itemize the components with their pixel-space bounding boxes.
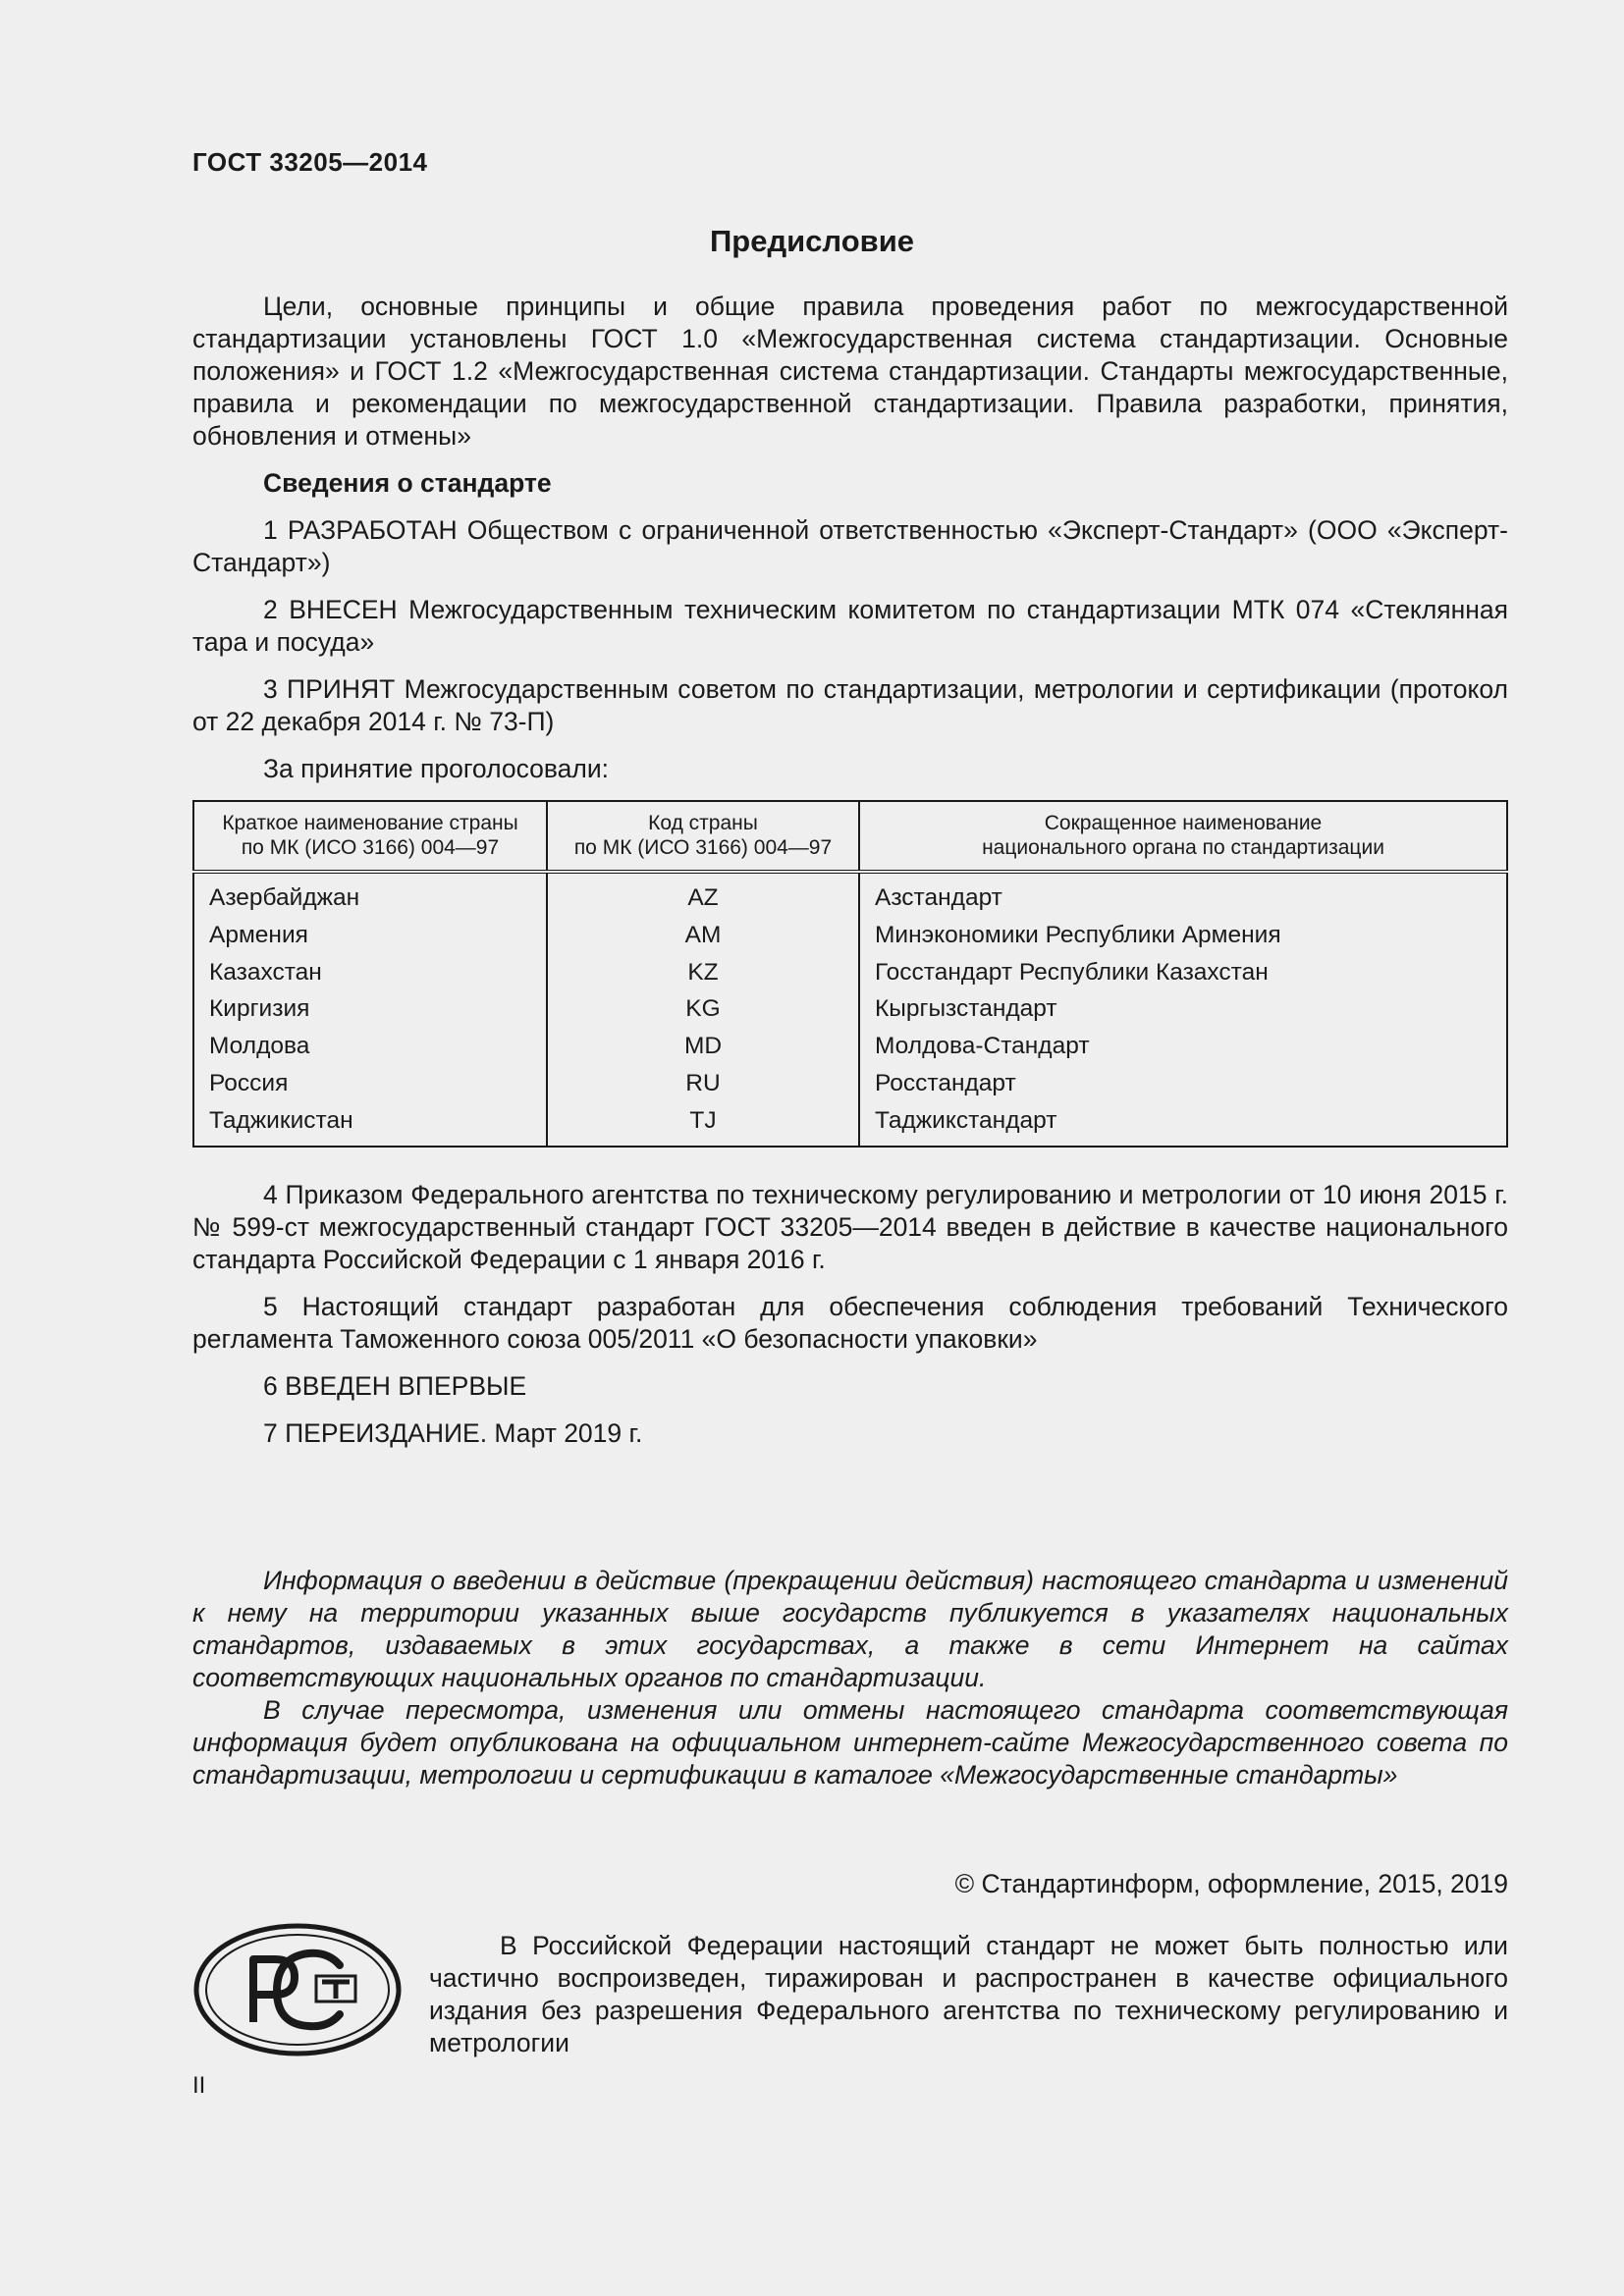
cell-country: Россия	[193, 1065, 547, 1102]
cell-country: Молдова	[193, 1028, 547, 1065]
item-4: 4 Приказом Федерального агентства по техническому регулированию и метрологии от 10 июня 2015 г. № 599-ст межгосударственный стандарт ГОСТ 33205—2014 введен в действие в качестве национального стандарта Российской Федерации с 1 января 2016 г.	[192, 1179, 1508, 1274]
foreword-body	[192, 291, 1508, 1465]
cell-body: Таджикстандарт	[875, 1106, 1057, 1134]
cell-code: TJ	[547, 1102, 859, 1147]
item-5: 5 Настоящий стандарт разработан для обеспечения соблюдения требований Технического регламента Таможенного союза 005/2011 «О безопасности упаковки»	[192, 1291, 1508, 1354]
item-7: 7 ПЕРЕИЗДАНИЕ. Март 2019 г.	[263, 1417, 643, 1448]
table-row	[193, 1102, 1507, 1147]
cell-body: Кыргызстандарт	[875, 995, 1057, 1023]
cell-code: KG	[547, 990, 859, 1028]
item-6: 6 ВВЕДЕН ВПЕРВЫЕ	[263, 1370, 527, 1401]
table-row	[193, 917, 1507, 954]
cell-body: Азстандарт	[875, 884, 1002, 911]
cell-country: Таджикистан	[193, 1102, 547, 1147]
column-header-code: Код страны по МК (ИСО 3166) 004—97	[547, 801, 859, 872]
vote-label: За принятие проголосовали:	[263, 754, 610, 783]
intro-paragraph: Цели, основные принципы и общие правила проведения работ по межгосударственной стандартизации установлены ГОСТ 1.0 «Межгосударственная система стандартизации. Основные положения» и ГОСТ 1.2 «Межгосударственная система стандартизации. Стандарты межгосударственные, правила и рекомендации по межгосударственной стандартизации. Правила разработки, принятия, обновления и отмены»	[192, 292, 1508, 451]
table-header-row	[193, 801, 1507, 872]
table-row	[193, 990, 1507, 1028]
info-heading: Сведения о стандарте	[263, 468, 552, 498]
cell-code: RU	[547, 1065, 859, 1102]
table-row	[193, 954, 1507, 991]
column-header-body: Сокращенное наименование национального органа по стандартизации	[859, 801, 1507, 872]
column-header-country: Краткое наименование страны по МК (ИСО 3166) 004—97	[193, 801, 547, 872]
cell-body: Минэкономики Республики Армения	[875, 921, 1281, 948]
cell-code: AM	[547, 917, 859, 954]
voting-states-table	[192, 800, 1508, 1148]
rights-notice: В Российской Федерации настоящий стандарт не может быть полностью или частично воспроизведен, тиражирован и распространен в качестве официального издания без разрешения Федерального агентства по техническому регулированию и метрологии	[429, 1931, 1508, 2057]
copyright-line: © Стандартинформ, оформление, 2015, 2019	[954, 1869, 1508, 1898]
item-3: 3 ПРИНЯТ Межгосударственным советом по стандартизации, метрологии и сертификации (протокол от 22 декабря 2014 г. № 73-П)	[192, 674, 1508, 736]
item-2: 2 ВНЕСЕН Межгосударственным техническим комитетом по стандартизации МТК 074 «Стеклянная тара и посуда»	[192, 595, 1508, 657]
page-number: II	[192, 2072, 206, 2099]
rst-logo-icon	[192, 1922, 403, 2057]
cell-body: Молдова-Стандарт	[875, 1033, 1090, 1060]
table-row	[193, 1065, 1507, 1102]
cell-country: Казахстан	[193, 954, 547, 991]
table-row	[193, 1028, 1507, 1065]
cell-code: KZ	[547, 954, 859, 991]
cell-body: Росстандарт	[875, 1069, 1016, 1096]
cell-code: MD	[547, 1028, 859, 1065]
notice-paragraph-1: Информация о введении в действие (прекращении действия) настоящего стандарта и изменений к нему на территории указанных выше государств публикуется в указателях национальных стандартов, издаваемых в этих государствах, а также в сети Интернет на сайтах соответствующих национальных органов по стандартизации.	[192, 1566, 1508, 1692]
notice-paragraph-2: В случае пересмотра, изменения или отмены настоящего стандарта соответствующая информация будет опубликована на официальном интернет-сайте Межгосударственного совета по стандартизации, метрологии и сертификации в каталоге «Межгосударственные стандарты»	[192, 1695, 1508, 1789]
cell-country: Армения	[193, 917, 547, 954]
cell-body: Госстандарт Республики Казахстан	[875, 958, 1269, 986]
publication-notice	[192, 1565, 1508, 1791]
cell-country: Азербайджан	[193, 872, 547, 917]
table-row	[193, 872, 1507, 917]
page-title: Предисловие	[709, 224, 914, 258]
item-1: 1 РАЗРАБОТАН Обществом с ограниченной ответственностью «Эксперт-Стандарт» (ООО «Эксперт-Стандарт»)	[192, 515, 1508, 577]
document-code: ГОСТ 33205—2014	[192, 147, 428, 177]
cell-code: AZ	[547, 872, 859, 917]
cell-country: Киргизия	[193, 990, 547, 1028]
